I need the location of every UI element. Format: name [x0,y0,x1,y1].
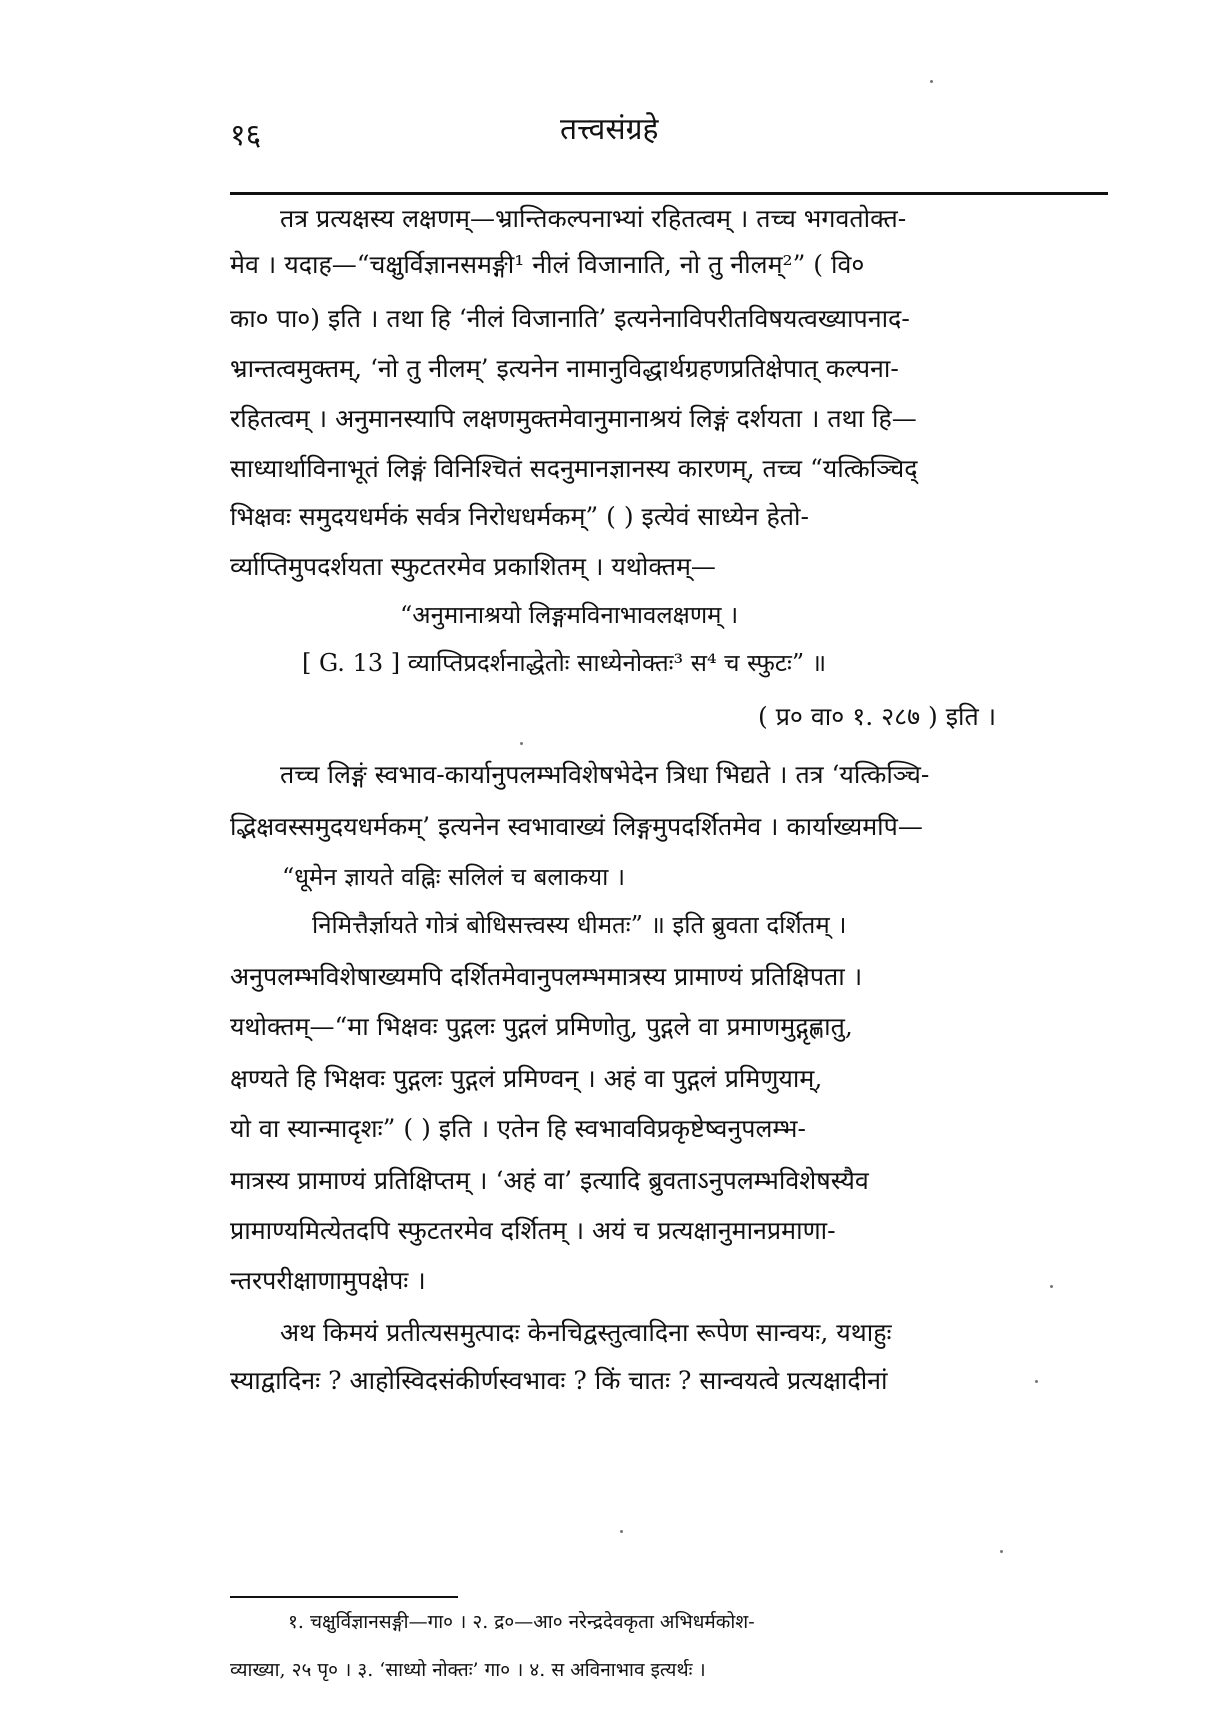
text-line-7: भिक्षवः समुदयधर्मकं सर्वत्र निरोधधर्मकम्” ( ) इत्येवं साध्येन हेतो- [230,502,809,531]
footnote-rule [230,1596,458,1598]
text-line-1: तत्र प्रत्यक्षस्य लक्षणम्—भ्रान्तिकल्पनाभ्यां रहितत्वम् । तच्च भगवतोक्त- [280,204,907,233]
text-line-12: यथोक्तम्—“मा भिक्षवः पुद्गलः पुद्गलं प्रमिणोतु, पुद्गले वा प्रमाणमुद्गृह्णातु, [230,1012,853,1041]
text-line-9: तच्च लिङ्गं स्वभाव-कार्यानुपलम्भविशेषभेदेन त्रिधा भिद्यते । तत्र ‘यत्किञ्चि- [280,760,930,789]
text-line-18: अथ किमयं प्रतीत्यसमुत्पादः केनचिद्वस्तुत्वादिना रूपेण सान्वयः, यथाहुः [280,1318,892,1347]
text-line-14: यो वा स्यान्मादृशः” ( ) इति । एतेन हि स्वभावविप्रकृष्टेष्वनुपलम्भ- [230,1114,806,1143]
header-rule [230,192,1108,195]
text-line-19: स्याद्वादिनः ? आहोस्विदसंकीर्णस्वभावः ? किं चातः ? सान्वयत्वे प्रत्यक्षादीनां [230,1366,888,1395]
verse-line-1: “अनुमानाश्रयो लिङ्गमविनाभावलक्षणम् । [400,601,739,629]
running-title: तत्त्वसंग्रहे [560,112,659,147]
text-line-16: प्रामाण्यमित्येतदपि स्फुटतरमेव दर्शितम् । अयं च प्रत्यक्षानुमानप्रमाणा- [230,1216,836,1245]
page-number: १६ [230,118,262,153]
scan-speck [520,742,523,745]
footnote-line-2: व्याख्या, २५ पृ० । ३. ‘साध्यो नोक्तः’ गा० । ४. स अविनाभाव इत्यर्थः । [230,1659,706,1681]
text-line-3: का० पा०) इति । तथा हि ‘नीलं विजानाति’ इत्यनेनाविपरीतविषयत्वख्यापनाद- [230,304,910,333]
text-line-13: क्षण्यते हि भिक्षवः पुद्गलः पुद्गलं प्रमिण्वन् । अहं वा पुद्गलं प्रमिणुयाम्, [230,1064,823,1093]
text-line-10: द्भिक्षवस्समुदयधर्मकम्’ इत्यनेन स्वभावाख्यं लिङ्गमुपदर्शितमेव । कार्याख्यमपि— [230,812,923,841]
scan-speck [620,1530,623,1533]
footnote-line-1: १. चक्षुर्विज्ञानसङ्गी—गा० । २. द्र०—आ० नरेन्द्रदेवकृता अभिधर्मकोश- [288,1611,755,1633]
text-line-17: न्तरपरीक्षाणामुपक्षेपः । [230,1266,426,1295]
scan-speck [1050,1285,1053,1288]
text-line-2: मेव । यदाह—“चक्षुर्विज्ञानसमङ्गी¹ नीलं विजानाति, नो तु नीलम्²” ( वि० [230,250,865,279]
scan-speck [1035,1380,1038,1383]
text-line-11: अनुपलम्भविशेषाख्यमपि दर्शितमेवानुपलम्भमात्रस्य प्रामाण्यं प्रतिक्षिपता । [230,962,863,991]
scan-speck [1000,1550,1003,1553]
verse-line-4: निमित्तैर्ज्ञायते गोत्रं बोधिसत्त्वस्य धीमतः” ॥ इति ब्रुवता दर्शितम् । [312,911,847,939]
text-line-8: र्व्याप्तिमुपदर्शयता स्फुटतरमेव प्रकाशितम् । यथोक्तम्— [230,552,716,581]
scan-speck [930,80,933,83]
verse-line-2: [ G. 13 ] व्याप्तिप्रदर्शनाद्धेतोः साध्येनोक्तः³ स⁴ च स्फुटः” ॥ [302,649,827,677]
text-line-15: मात्रस्य प्रामाण्यं प्रतिक्षिप्तम् । ‘अहं वा’ इत्यादि ब्रुवताऽनुपलम्भविशेषस्यैव [230,1166,869,1195]
text-line-5: रहितत्वम् । अनुमानस्यापि लक्षणमुक्तमेवानुमानाश्रयं लिङ्गं दर्शयता । तथा हि— [230,404,917,433]
verse-citation: ( प्र० वा० १. २८७ ) इति । [758,702,997,731]
verse-line-3: “धूमेन ज्ञायते वह्निः सलिलं च बलाकया । [282,863,626,891]
text-line-4: भ्रान्तत्वमुक्तम्, ‘नो तु नीलम्’ इत्यनेन नामानुविद्धार्थग्रहणप्रतिक्षेपात् कल्पना- [230,354,899,383]
text-line-6: साध्यार्थाविनाभूतं लिङ्गं विनिश्चितं सदनुमानज्ञानस्य कारणम्, तच्च “यत्किञ्चिद् [230,454,918,483]
